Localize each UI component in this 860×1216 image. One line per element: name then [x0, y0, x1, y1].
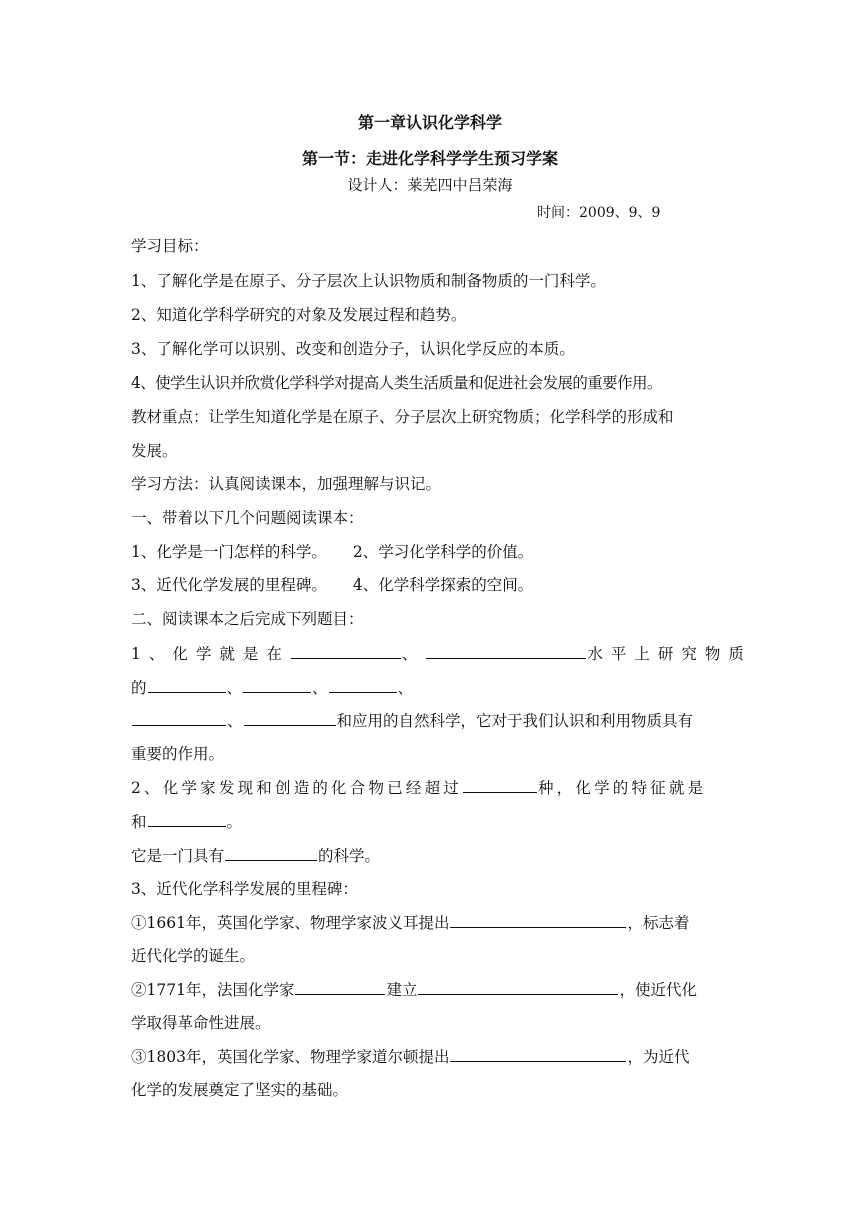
objectives-label: 学习目标： — [131, 237, 209, 255]
objective-1: 1、了解化学是在原子、分子层次上认识物质和制备物质的一门科学。 — [131, 272, 606, 290]
date-line: 时间：2009、9、9 — [537, 205, 661, 221]
q2-line-2 — [131, 811, 731, 832]
q2-blank-1[interactable] — [463, 777, 537, 793]
q2-line-3 — [131, 845, 731, 866]
q3-item2-blank-2[interactable] — [418, 979, 618, 995]
q1-blank-2[interactable] — [426, 643, 586, 659]
key-points-line-1: 教材重点：让学生知道化学是在原子、分子层次上研究物质；化学科学的形成和 — [131, 408, 674, 426]
q3-item3-suffix: ，为近代 — [627, 1048, 690, 1066]
questions-row-1 — [131, 542, 731, 562]
section-title: 第一节：走进化学科学学生预习学案 — [301, 149, 558, 168]
objective-4: 4、使学生认识并欣赏化学科学对提高人类生活质量和促进社会发展的重要作用。 — [131, 374, 662, 392]
question-1: 1、化学是一门怎样的科学。 — [131, 543, 327, 561]
q1-sep-1: 、 — [401, 645, 426, 663]
question-2: 2、学习化学科学的价值。 — [352, 543, 534, 561]
key-points-line-2: 发展。 — [131, 442, 178, 460]
q1-line2-prefix: 的 — [131, 679, 147, 697]
q2-blank-3[interactable] — [225, 845, 317, 861]
q3-item2-prefix: ②1771年，法国化学家 — [131, 981, 295, 999]
q3-item2-suffix: ，使近代化 — [619, 981, 697, 999]
q3-item2-line-1 — [131, 979, 731, 1000]
questions-row-2 — [131, 575, 731, 595]
question-3: 3、近代化学发展的里程碑。 — [131, 576, 327, 594]
q2-prefix: 2、化学家发现和创造的化合物已经超过 — [131, 779, 462, 797]
q3-item3-prefix: ③1803年，英国化学家、物理学家道尔顿提出 — [131, 1048, 450, 1066]
q2-line2-suffix: 。 — [226, 813, 243, 831]
q3-title: 3、近代化学科学发展的里程碑： — [131, 880, 358, 898]
q3-item2-blank-1[interactable] — [295, 979, 385, 995]
q2-blank-2[interactable] — [148, 811, 226, 827]
q2-line2-prefix: 和 — [131, 813, 147, 831]
q1-sep-4: 、 — [397, 679, 414, 697]
q1-blank-6[interactable] — [132, 710, 226, 726]
q1-blank-5[interactable] — [329, 677, 397, 693]
chapter-title: 第一章认识化学科学 — [357, 113, 502, 132]
q1-blank-1[interactable] — [291, 643, 401, 659]
section-2-title: 二、阅读课本之后完成下列题目： — [131, 610, 364, 628]
q3-item3-line-2: 化学的发展奠定了坚实的基础。 — [131, 1081, 349, 1099]
q3-item1-prefix: ①1661年，英国化学家、物理学家波义耳提出 — [131, 914, 450, 932]
q1-line-1 — [131, 643, 752, 664]
q1-line-2 — [131, 677, 731, 698]
q1-sep-3: 、 — [312, 679, 328, 697]
q3-item3-blank[interactable] — [450, 1046, 626, 1062]
q1-sep-2: 、 — [226, 679, 243, 697]
q1-blank-3[interactable] — [148, 677, 226, 693]
q3-item1-line-1 — [131, 912, 731, 933]
q1-blank-7[interactable] — [244, 710, 336, 726]
q3-item1-blank[interactable] — [450, 912, 626, 928]
q1-line-4: 重要的作用。 — [131, 745, 225, 763]
q1-blank-4[interactable] — [243, 677, 311, 693]
q2-line3-prefix: 它是一门具有 — [131, 847, 225, 865]
q3-item1-suffix: ，标志着 — [627, 914, 690, 932]
q2-middle: 种，化学的特征就是 — [537, 779, 707, 797]
q3-item3-line-1 — [131, 1046, 731, 1067]
objective-2: 2、知道化学科学研究的对象及发展过程和趋势。 — [131, 306, 467, 324]
q2-line-1 — [131, 777, 731, 798]
q3-item1-line-2: 近代化学的诞生。 — [131, 947, 256, 965]
q1-prefix: 1、化学就是在 — [131, 645, 290, 663]
q1-tail: 和应用的自然科学，它对于我们认识和利用物质具有 — [336, 712, 694, 730]
q3-item2-line-2: 学取得革命性进展。 — [131, 1014, 271, 1032]
section-1-title: 一、带着以下几个问题阅读课本： — [131, 509, 364, 527]
designer-line: 设计人：莱芜四中吕荣海 — [347, 176, 513, 194]
q1-line-3 — [131, 710, 731, 731]
objective-3: 3、了解化学可以识别、改变和创造分子，认识化学反应的本质。 — [131, 340, 575, 358]
question-4: 4、化学科学探索的空间。 — [352, 576, 534, 594]
q1-sep-5: 、 — [227, 712, 243, 730]
q2-line3-suffix: 的科学。 — [318, 847, 381, 865]
q3-item2-middle: 建立 — [386, 981, 418, 999]
q1-middle: 水平上研究物质 — [587, 645, 752, 663]
study-method: 学习方法：认真阅读课本，加强理解与识记。 — [131, 475, 442, 493]
